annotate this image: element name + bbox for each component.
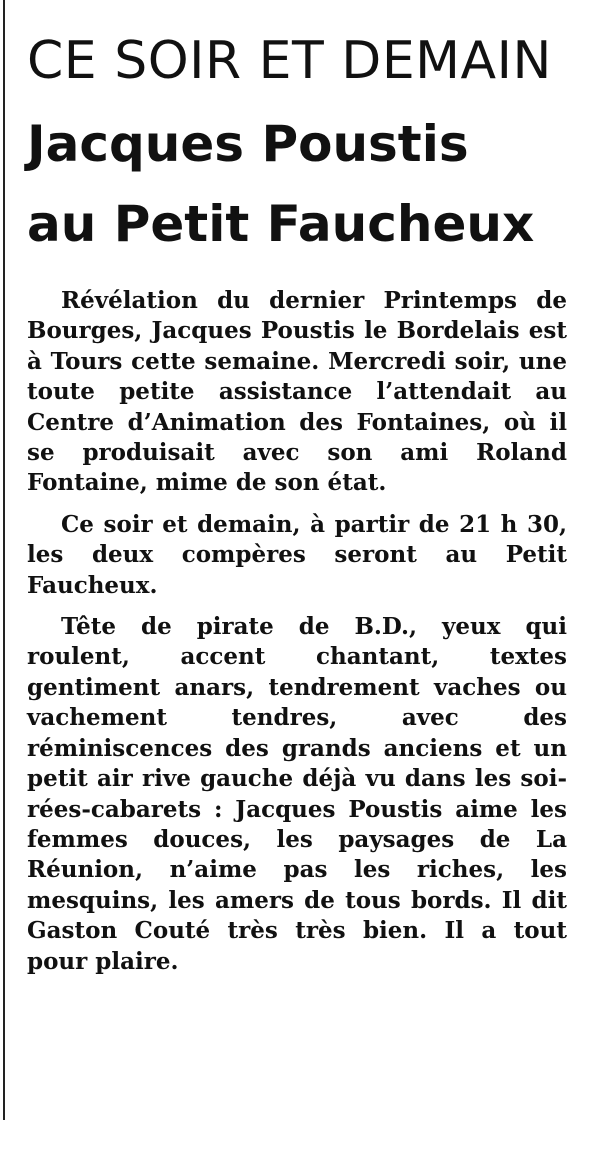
article [27, 28, 567, 988]
paragraph-3: Tête de pirate de B.D., yeux qui roulent, accent chantant, textes gentiment anars, tendrement vaches ou vachement tendres, avec des réminiscences des grands anciens et un petit air rive gauche déjà vu dans les soirées-cabarets : Jacques Poustis aime les femmes douces, les paysages de La Réunion, n’aime pas les riches, les mesquins, les amers de tous bords. Il dit Gaston Couté très très bien. Il a tout pour plaire. [27, 613, 567, 975]
column-rule [3, 0, 5, 1120]
paragraph-1: Révélation du dernier Printemps de Bourges, Jacques Poustis le Bordelais est à Tours cette semaine. Mercredi soir, une toute petite assistance l’attendait au Centre d’Animation des Fontaines, où il se produisait avec son ami Roland Fontaine, mime de son état. [27, 287, 567, 497]
article-body [27, 286, 567, 977]
headline [27, 104, 567, 264]
headline-line-1: Jacques Poustis [27, 115, 469, 173]
paragraph-2: Ce soir et demain, à partir de 21 h 30, les deux compères seront au Petit Faucheux. [27, 510, 567, 599]
kicker: CE SOIR ET DEMAIN [27, 31, 552, 91]
headline-line-2: au Petit Faucheux [27, 195, 535, 253]
